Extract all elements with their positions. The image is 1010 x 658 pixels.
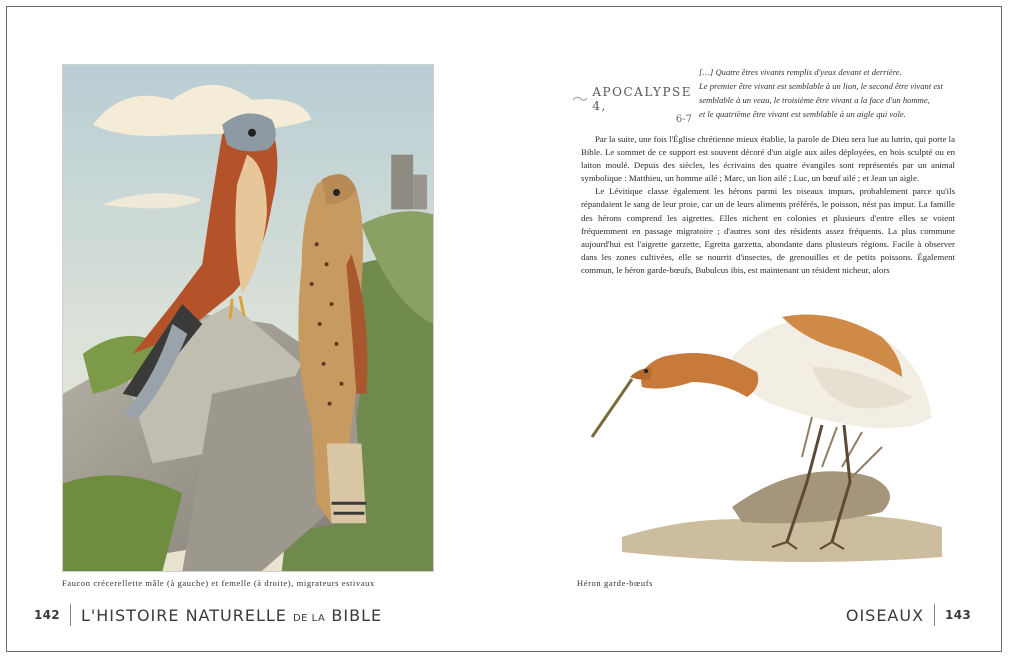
epigraph-verse: 6-7	[675, 114, 692, 125]
heron-illustration	[582, 307, 952, 569]
folio-separator-left	[70, 604, 71, 626]
epigraph-quote	[699, 65, 961, 121]
paragraph: Par la suite, une fois l'Église chrétienne mieux établie, la parole de Dieu sera lue au lutrin, qui porte la Bible. Le sommet de ce support est souvent décoré d'un aigle aux ailes déployées, en bois sculpté ou en laiton moulé. Depuis des siècles, les écrivains des quatre évangiles sont représentés par un animal symbolique : Matthieu, un homme ailé ; Marc, un lion ailé ; Luc, un bœuf ailé ; et Jean un aigle.	[581, 134, 955, 184]
epigraph-line: et le quatrième être vivant est semblable à un aigle qui vole.	[699, 109, 906, 119]
left-plate-caption: Faucon crécerellette mâle (à gauche) et femelle (à droite), migrateurs estivaux	[62, 578, 375, 588]
right-plate-caption: Héron garde-bœufs	[577, 578, 654, 588]
folio-separator-right	[934, 604, 935, 626]
flourish-icon	[572, 90, 588, 108]
body-text	[581, 133, 955, 277]
epigraph-line: […] Quatre êtres vivants remplis d'yeux devant et derrière.	[699, 67, 902, 77]
epigraph-book: APOCALYPSE 4,	[592, 85, 692, 113]
epigraph-line: Le premier être vivant est semblable à un lion, le second être vivant est	[699, 81, 943, 91]
epigraph-reference	[582, 85, 692, 125]
running-title-left	[81, 606, 382, 625]
running-title-part2: DE LA	[292, 612, 326, 624]
kestrel-illustration	[62, 64, 434, 572]
running-title-right: OISEAUX	[845, 605, 925, 625]
left-folio	[34, 603, 382, 627]
running-title-part3: BIBLE	[331, 605, 383, 625]
page-number-left: 142	[34, 608, 60, 622]
running-title-part1: L'HISTOIRE NATURELLE	[80, 605, 287, 625]
paragraph: Le Lévitique classe également les hérons parmi les oiseaux impurs, probablement parce qu'ils répandaient le sang de leur proie, car un de leurs aliments préférés, le poisson, nést pas impur. La famille des hérons comprend les aigrettes. Elles nichent en colonies et plusieurs d'entre elles se voient fréquemment en passage migratoire ; d'autres sont des résidents assez fréquents. La plus commune aujourd'hui est l'aigrette garzette, Egretta garzetta, abondante dans plusieurs régions. Facile à observer dans les zones cultivées, elle se nourrit d'insectes, de grenouilles et de petits poissons. Également commun, le héron garde-bœufs, Bubulcus ibis, est maintenant un résident nicheur, alors	[581, 186, 955, 275]
page-number-right: 143	[945, 608, 971, 622]
book-spread	[6, 6, 1002, 652]
epigraph-line: semblable à un veau, le troisième être vivant a la face d'un homme,	[699, 95, 930, 105]
right-folio	[846, 603, 971, 627]
